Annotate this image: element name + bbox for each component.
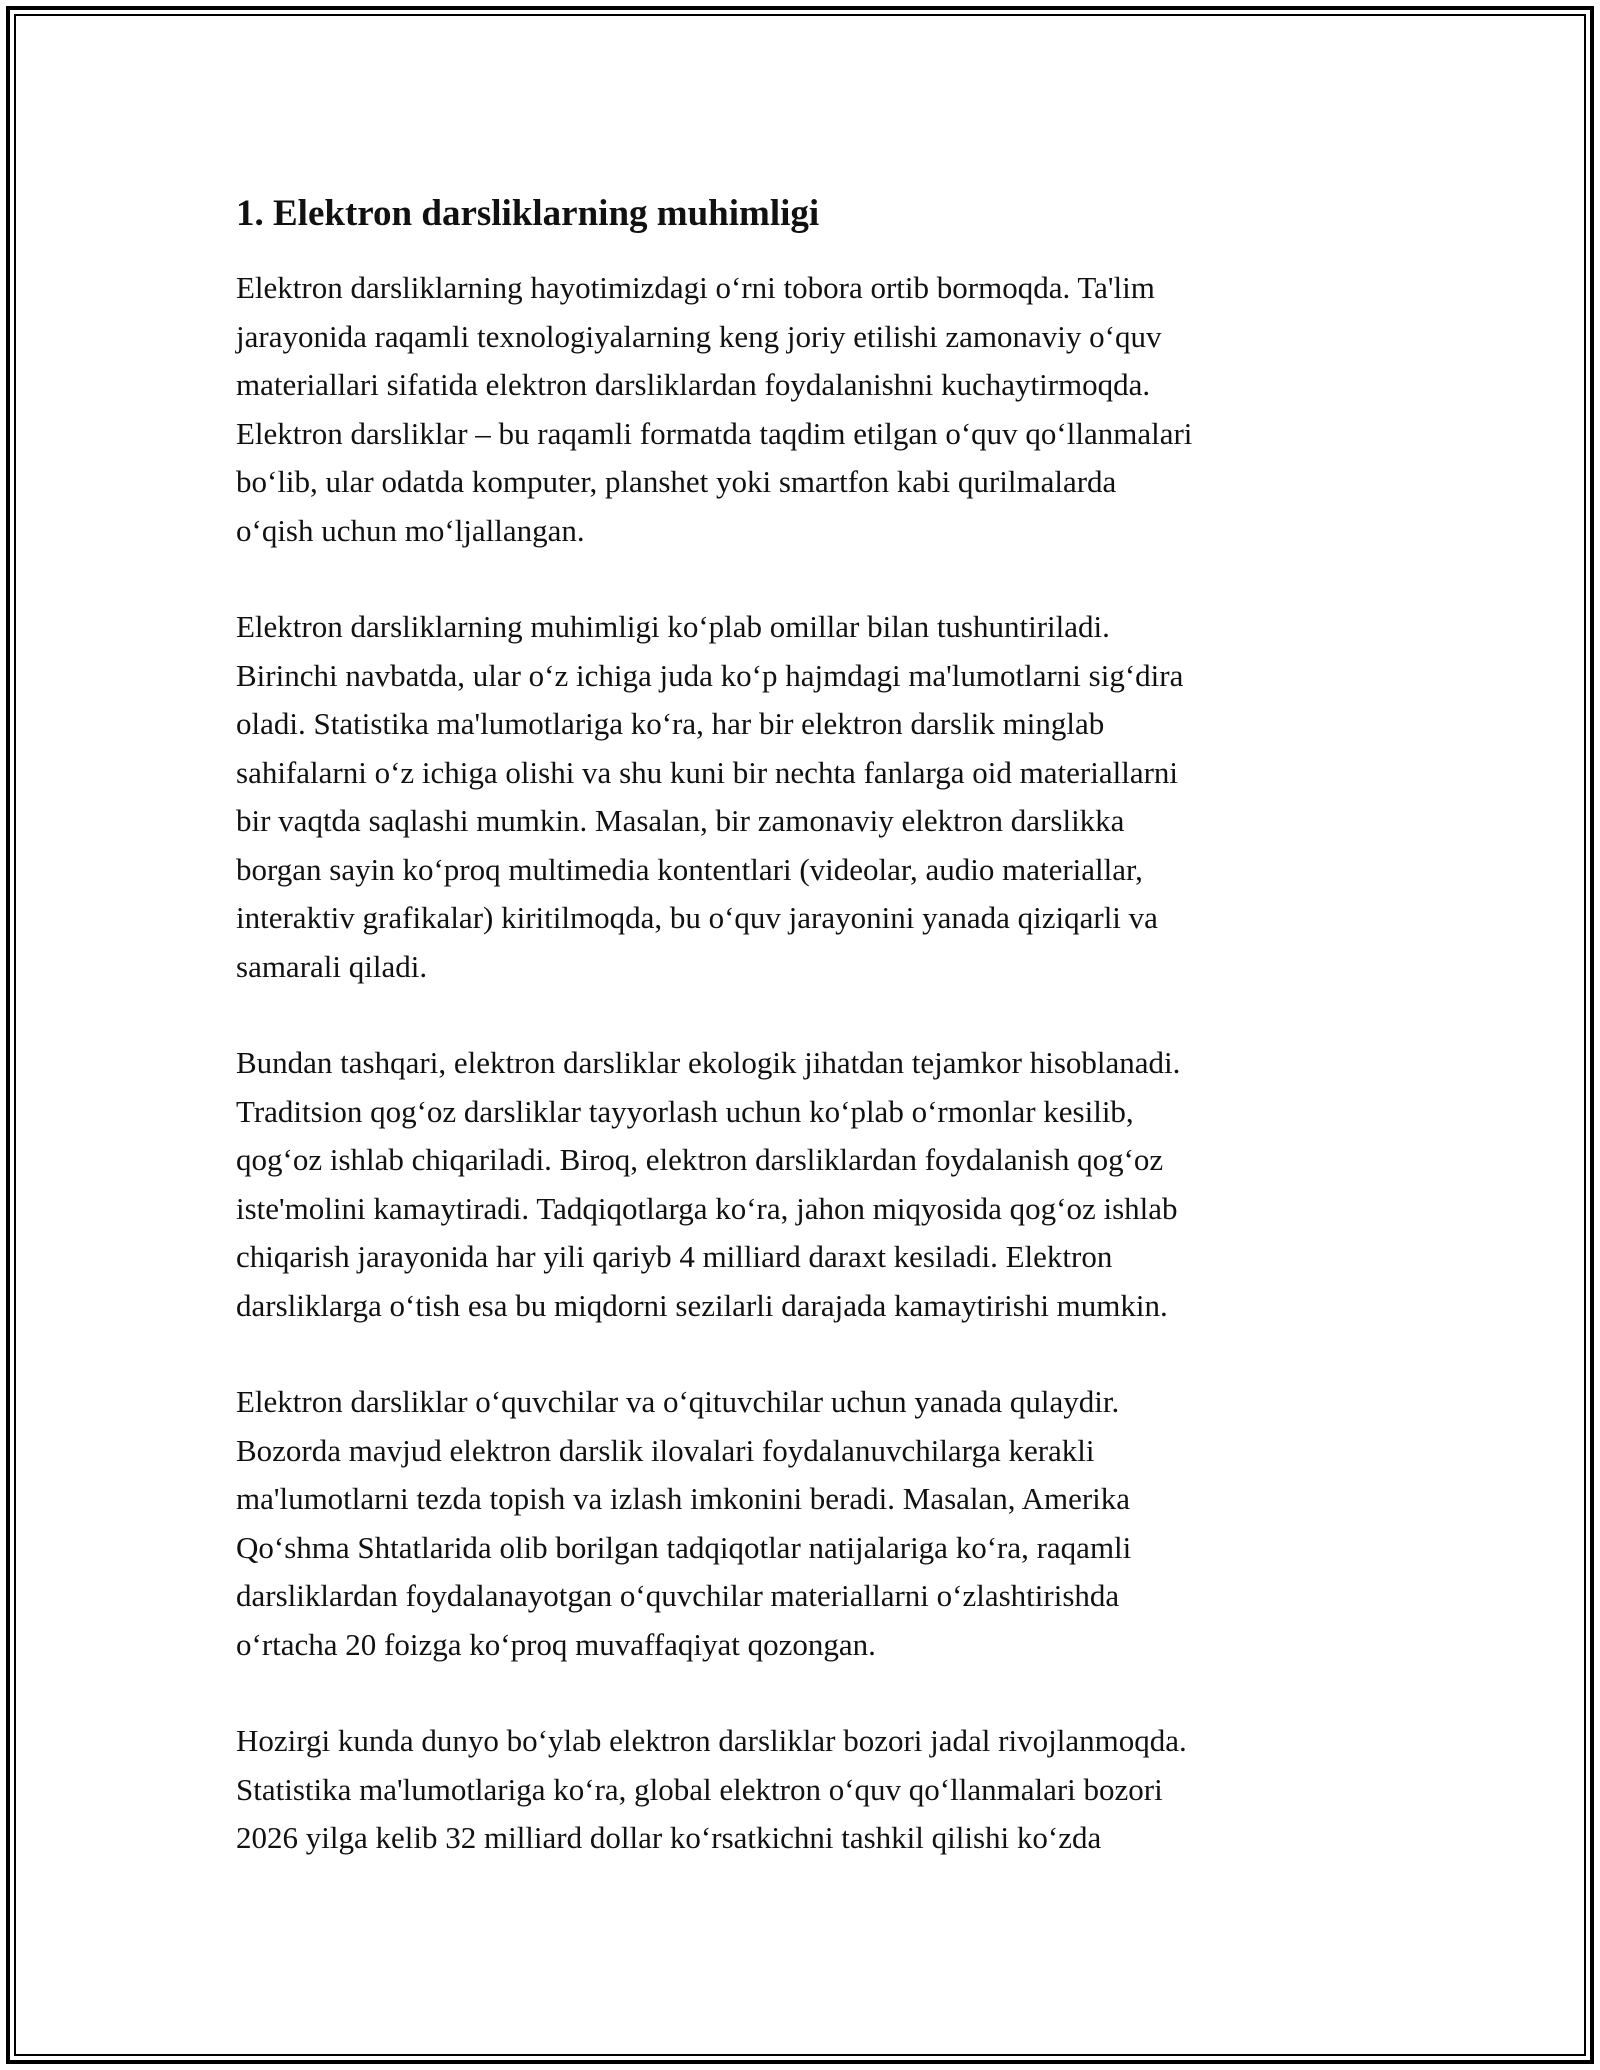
paragraph-line: chiqarish jarayonida har yili qariyb 4 milliard daraxt kesiladi. Elektron [236, 1239, 1113, 1274]
paragraph-line: Hozirgi kunda dunyo bo‘ylab elektron darsliklar bozori jadal rivojlanmoqda. [236, 1723, 1187, 1758]
paragraph-line: o‘rtacha 20 foizga ko‘proq muvaffaqiyat qozongan. [236, 1626, 876, 1662]
paragraph-3 [236, 1039, 1376, 1330]
paragraph-line: Elektron darsliklar o‘quvchilar va o‘qituvchilar uchun yanada qulaydir. [236, 1384, 1120, 1419]
paragraph-line: qog‘oz ishlab chiqariladi. Biroq, elektron darsliklardan foydalanish qog‘oz [236, 1142, 1164, 1177]
paragraph-line: Bundan tashqari, elektron darsliklar ekologik jihatdan tejamkor hisoblanadi. [236, 1045, 1181, 1080]
document-body [236, 186, 1376, 1911]
section-heading: 1. Elektron darsliklarning muhimligi [236, 193, 820, 234]
paragraph-2 [236, 603, 1376, 991]
paragraph-line: o‘qish uchun mo‘ljallangan. [236, 512, 585, 548]
paragraph-line: jarayonida raqamli texnologiyalarning keng joriy etilishi zamonaviy o‘quv [236, 318, 1162, 354]
paragraph-line: bir vaqtda saqlashi mumkin. Masalan, bir zamonaviy elektron darslikka [236, 803, 1125, 838]
paragraph-4 [236, 1378, 1376, 1669]
paragraph-line: Statistika ma'lumotlariga ko‘ra, global elektron o‘quv qo‘llanmalari bozori [236, 1771, 1163, 1807]
paragraph-line: borgan sayin ko‘proq multimedia kontentlari (videolar, audio materiallar, [236, 851, 1143, 887]
paragraph-line: materiallari sifatida elektron darsliklardan foydalanishni kuchaytirmoqda. [236, 367, 1151, 402]
paragraph-line: 2026 yilga kelib 32 milliard dollar ko‘rsatkichni tashkil qilishi ko‘zda [236, 1820, 1102, 1855]
paragraph-line: darsliklardan foydalanayotgan o‘quvchilar materiallarni o‘zlashtirishda [236, 1578, 1120, 1613]
paragraph-5 [236, 1717, 1376, 1863]
paragraph-line: ma'lumotlarni tezda topish va izlash imkonini beradi. Masalan, Amerika [236, 1481, 1131, 1516]
paragraph-line: Bozorda mavjud elektron darslik ilovalari foydalanuvchilarga kerakli [236, 1432, 1095, 1468]
paragraph-1 [236, 264, 1376, 555]
paragraph-line: bo‘lib, ular odatda komputer, planshet yoki smartfon kabi qurilmalarda [236, 464, 1117, 499]
paragraph-line: sahifalarni o‘z ichiga olishi va shu kuni bir nechta fanlarga oid materiallarni [236, 754, 1179, 790]
paragraph-line: Elektron darsliklarning hayotimizdagi o‘rni tobora ortib bormoqda. Ta'lim [236, 270, 1155, 305]
paragraph-line: samarali qiladi. [236, 948, 428, 984]
paragraph-line: Qo‘shma Shtatlarida olib borilgan tadqiqotlar natijalariga ko‘ra, raqamli [236, 1529, 1132, 1565]
paragraph-line: oladi. Statistika ma'lumotlariga ko‘ra, har bir elektron darslik minglab [236, 706, 1105, 741]
paragraph-line: Elektron darsliklar – bu raqamli formatda taqdim etilgan o‘quv qo‘llanmalari [236, 415, 1193, 451]
paragraph-line: Traditsion qog‘oz darsliklar tayyorlash uchun ko‘plab o‘rmonlar kesilib, [236, 1093, 1134, 1129]
paragraph-line: Elektron darsliklarning muhimligi ko‘plab omillar bilan tushuntiriladi. [236, 609, 1110, 644]
paragraph-line: darsliklarga o‘tish esa bu miqdorni sezilarli darajada kamaytirishi mumkin. [236, 1287, 1168, 1323]
paragraph-line: interaktiv grafikalar) kiritilmoqda, bu o‘quv jarayonini yanada qiziqarli va [236, 900, 1158, 935]
paragraph-line: iste'molini kamaytiradi. Tadqiqotlarga ko‘ra, jahon miqyosida qog‘oz ishlab [236, 1190, 1178, 1226]
paragraph-line: Birinchi navbatda, ular o‘z ichiga juda ko‘p hajmdagi ma'lumotlarni sig‘dira [236, 657, 1184, 693]
